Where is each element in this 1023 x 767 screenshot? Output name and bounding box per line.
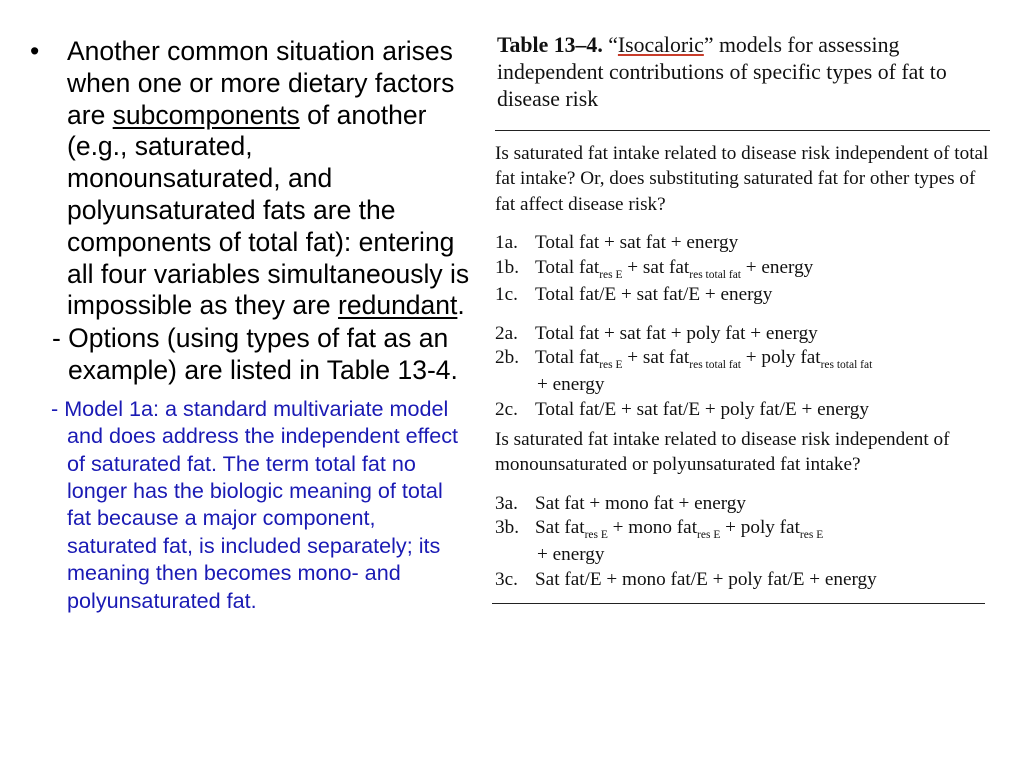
question-2: Is saturated fat intake related to disease risk independent of monounsaturated or polyunsaturated fat intake? (495, 428, 950, 476)
table-top-rule (495, 130, 990, 131)
model-term: + mono fat (607, 517, 698, 539)
caption-open-quote: “ (602, 33, 618, 57)
model-label: 3b. (495, 517, 519, 539)
term-redundant: redundant (338, 290, 458, 321)
model-text: Total fat/E + sat fat/E + energy (535, 283, 773, 305)
subscript: res E (584, 529, 608, 542)
model-3b-continued: + energy (537, 544, 605, 566)
model-label: 1c. (495, 283, 518, 305)
options-note: - Options (using types of fat as an example) are listed in Table 13-4. (52, 323, 458, 385)
model-2a (495, 322, 995, 347)
model-3b (495, 516, 995, 543)
bullet-dot: • (30, 36, 40, 66)
model-label: 1b. (495, 257, 519, 279)
model-3c (495, 568, 995, 593)
model-1c (495, 283, 995, 308)
model-term: Total fat (535, 257, 600, 279)
model-group-2 (495, 322, 995, 423)
bullet-text-part3: . (457, 290, 465, 321)
model-text: Sat fat + mono fat + energy (535, 492, 746, 514)
model-term: + energy (741, 257, 814, 279)
model-text: Total fat/E + sat fat/E + poly fat/E + energy (535, 399, 869, 420)
model-label: 3c. (495, 569, 518, 590)
subscript: res E (599, 359, 623, 372)
model-group-1 (495, 231, 995, 307)
caption-rest: ” models for assessing independent contributions of specific types of fat to disease risk (497, 33, 947, 111)
question-1: Is saturated fat intake related to disease risk independent of total fat intake? Or, does substituting saturated fat for other types of fat affect disease risk? (495, 143, 989, 215)
model-label: 1a. (495, 232, 518, 254)
model-label: 2b. (495, 347, 519, 369)
model-2b-continued: + energy (537, 374, 605, 396)
model-text: Total fat + sat fat + energy (535, 232, 739, 254)
subscript: res total fat (689, 269, 741, 282)
model-term: Total fat (535, 347, 600, 369)
caption-keyword: Isocaloric (617, 33, 704, 57)
bullet-text-part1: Another common situation arises when one or more dietary factors are (67, 36, 455, 130)
model-label: 2c. (495, 399, 518, 420)
model-label: 3a. (495, 492, 518, 514)
model-2b (495, 346, 995, 373)
model-label: 2a. (495, 322, 518, 344)
model-text: Total fat + sat fat + poly fat + energy (535, 322, 818, 344)
table-caption (497, 32, 995, 113)
model-term: + poly fat (741, 347, 821, 369)
model-term: + sat fat (622, 257, 690, 279)
term-subcomponents: subcomponents (112, 99, 300, 130)
table-13-4 (495, 32, 995, 604)
model-1a-note: - Model 1a: a standard multivariate model and does address the independent effect of saturated fat. The term total fat no longer has the biologic meaning of total fat because a major component, saturated fat, is included separately; its meaning then becomes mono- and polyunsaturated fat. (51, 395, 458, 613)
model-term: + sat fat (622, 347, 690, 369)
model-3a (495, 492, 995, 517)
model-2c (495, 398, 995, 423)
subscript: res total fat (689, 359, 741, 372)
subscript: res E (599, 269, 623, 282)
model-text: Sat fat/E + mono fat/E + poly fat/E + energy (535, 569, 877, 590)
model-group-3 (495, 492, 995, 593)
model-1b (495, 256, 995, 283)
subscript: res E (697, 529, 721, 542)
slide-text-column (30, 36, 470, 614)
model-term: + poly fat (720, 517, 800, 539)
subscript: res total fat (820, 359, 873, 372)
table-label: Table 13–4. (497, 33, 603, 57)
subscript: res E (799, 529, 824, 542)
bullet-text-part2: of another (e.g., saturated, monounsaturated, and polyunsaturated fats are the components of total fat): entering all four variables simultaneously is impossible as they are (67, 99, 470, 321)
model-term: Sat fat (535, 517, 585, 539)
table-bottom-rule (492, 603, 985, 604)
model-1a (495, 231, 995, 256)
bullet-point (30, 36, 470, 322)
